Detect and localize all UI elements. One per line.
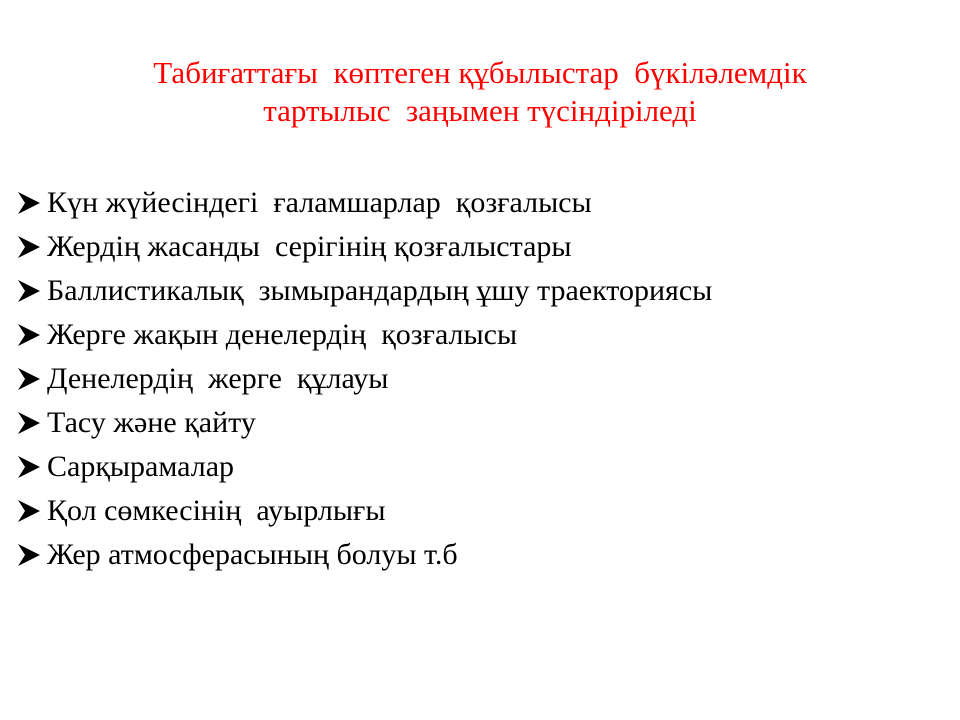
- list-item-text: Сарқырамалар: [47, 450, 235, 483]
- list-item-text: Күн жүйесіндегі ғаламшарлар қозғалысы: [47, 186, 592, 219]
- list-item-text: Жердің жасанды серігінің қозғалыстары: [47, 230, 572, 263]
- list-item: [16, 313, 712, 357]
- slide-title-line-1: Табиғаттағы көптеген құбылыстар бүкіләлемдік: [153, 55, 807, 90]
- list-item-text: Тасу және қайту: [47, 406, 256, 439]
- arrowhead-bullet-icon: [16, 366, 42, 392]
- bullet-list: [16, 181, 712, 577]
- arrowhead-bullet-icon: [16, 190, 42, 216]
- list-item: [16, 401, 712, 445]
- list-item: [16, 181, 712, 225]
- list-item: [16, 533, 712, 577]
- list-item: [16, 445, 712, 489]
- arrowhead-bullet-icon: [16, 454, 42, 480]
- list-item-text: Қол сөмкесінің ауырлығы: [47, 494, 386, 527]
- list-item-text: Жерге жақын денелердің қозғалысы: [47, 318, 518, 351]
- list-item-text: Баллистикалық зымырандардың ұшу траекториясы: [47, 274, 713, 307]
- list-item-text: Денелердің жерге құлауы: [47, 362, 389, 395]
- slide-title: [40, 54, 920, 130]
- arrowhead-bullet-icon: [16, 234, 42, 260]
- arrowhead-bullet-icon: [16, 498, 42, 524]
- arrowhead-bullet-icon: [16, 542, 42, 568]
- list-item: [16, 357, 712, 401]
- slide-title-line-2: тартылыс заңымен түсіндіріледі: [263, 93, 697, 128]
- arrowhead-bullet-icon: [16, 410, 42, 436]
- list-item: [16, 489, 712, 533]
- list-item-text: Жер атмосферасының болуы т.б: [47, 538, 458, 571]
- arrowhead-bullet-icon: [16, 278, 42, 304]
- list-item: [16, 225, 712, 269]
- arrowhead-bullet-icon: [16, 322, 42, 348]
- list-item: [16, 269, 712, 313]
